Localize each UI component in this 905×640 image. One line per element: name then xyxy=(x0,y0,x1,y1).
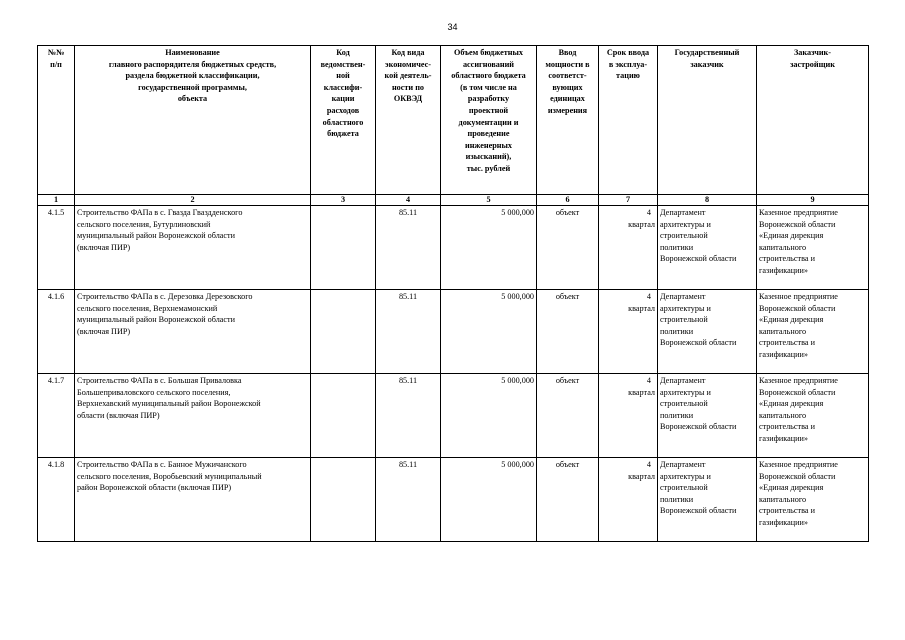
table-row xyxy=(38,458,869,542)
capacity-unit: объект xyxy=(537,458,599,542)
customer-developer-line: капитального xyxy=(759,326,807,336)
state-customer-line: строительной xyxy=(660,315,708,325)
column-number: 6 xyxy=(537,195,599,206)
object-name-line: муниципальный район Воронежской области xyxy=(77,231,236,241)
header-line: областного бюджета xyxy=(451,71,526,81)
header-line: Государственный xyxy=(674,48,740,57)
header-line: ведомствен- xyxy=(320,59,366,69)
header-line: областного xyxy=(322,117,364,127)
object-name-line: сельского поселения, Бутурлиновский xyxy=(77,219,211,229)
customer-developer-line: Казенное предприятие xyxy=(759,376,838,385)
state-customer-line: строительной xyxy=(660,483,708,493)
object-name-line: Строительство ФАПа в с. Большая Приваловка xyxy=(77,376,242,385)
header-line: вующих xyxy=(552,82,583,92)
header-line: Ввод xyxy=(558,48,577,57)
budget-table xyxy=(37,45,869,542)
header-line: единицах xyxy=(550,94,585,104)
state-customer xyxy=(658,458,757,542)
commissioning-term xyxy=(599,374,658,458)
header-line: (в том числе на xyxy=(460,82,517,92)
state-customer-line: строительной xyxy=(660,231,708,241)
col-customer-header xyxy=(658,46,757,195)
customer-developer-line: газификации» xyxy=(759,349,809,359)
customer-developer-line: капитального xyxy=(759,410,807,420)
header-line: изысканий), xyxy=(465,152,512,162)
object-name-line: Строительство ФАПа в с. Банное Мужичанского xyxy=(77,460,247,469)
capacity-unit: объект xyxy=(537,290,599,374)
header-line: кой деятель- xyxy=(384,71,432,81)
state-customer-line: политики xyxy=(660,494,694,504)
okved-code: 85.11 xyxy=(376,290,441,374)
customer-developer-line: Казенное предприятие xyxy=(759,208,838,217)
header-line: проектной xyxy=(468,105,509,115)
term-quarter-label: квартал xyxy=(628,303,655,313)
customer-developer-line: Воронежской области xyxy=(759,303,836,313)
customer-developer-line: «Единая дирекция xyxy=(759,315,824,325)
term-quarter-label: квартал xyxy=(628,387,655,397)
term-quarter-number: 4 xyxy=(646,292,651,301)
table-body xyxy=(38,206,869,542)
commissioning-term xyxy=(599,290,658,374)
table-header xyxy=(38,46,869,206)
state-customer-line: Департамент xyxy=(660,292,706,301)
customer-developer-line: газификации» xyxy=(759,433,809,443)
col-okved-header xyxy=(376,46,441,195)
column-number: 1 xyxy=(38,195,75,206)
row-number: 4.1.7 xyxy=(38,374,75,458)
dept-code xyxy=(311,290,376,374)
header-line: раздела бюджетной классификации, xyxy=(125,71,260,81)
header-line: кации xyxy=(331,94,355,104)
state-customer xyxy=(658,374,757,458)
state-customer-line: политики xyxy=(660,410,694,420)
state-customer-line: Воронежской области xyxy=(660,338,737,348)
state-customer-line: Воронежской области xyxy=(660,254,737,264)
state-customer xyxy=(658,290,757,374)
customer-developer-line: «Единая дирекция xyxy=(759,231,824,241)
header-line: документации и xyxy=(458,117,519,127)
term-quarter-label: квартал xyxy=(628,219,655,229)
dept-code xyxy=(311,374,376,458)
object-name-line: (включая ПИР) xyxy=(77,242,131,252)
customer-developer-line: строительства и xyxy=(759,422,815,432)
customer-developer-line: капитального xyxy=(759,494,807,504)
header-line: заказчик xyxy=(690,59,724,69)
column-number: 8 xyxy=(658,195,757,206)
header-line: Код xyxy=(336,48,350,57)
term-quarter-number: 4 xyxy=(646,376,651,385)
object-name-line: Строительство ФАПа в с. Дерезовка Дерезовского xyxy=(77,292,253,301)
header-line: застройщик xyxy=(790,59,835,69)
header-line: соответст- xyxy=(548,71,587,81)
col-dept-code-header xyxy=(311,46,376,195)
object-name-line: сельского поселения, Верхнемамонский xyxy=(77,303,218,313)
budget-amount: 5 000,000 xyxy=(441,206,537,290)
object-name-line: области (включая ПИР) xyxy=(77,410,160,420)
header-line: ной xyxy=(336,71,350,81)
customer-developer-line: газификации» xyxy=(759,517,809,527)
row-number: 4.1.5 xyxy=(38,206,75,290)
column-number: 7 xyxy=(599,195,658,206)
state-customer-line: политики xyxy=(660,242,694,252)
customer-developer xyxy=(757,374,869,458)
customer-developer xyxy=(757,206,869,290)
col-amount-header xyxy=(441,46,537,195)
column-number: 9 xyxy=(757,195,869,206)
state-customer-line: политики xyxy=(660,326,694,336)
header-line: Наименование xyxy=(165,48,220,57)
state-customer-line: Воронежской области xyxy=(660,422,737,432)
customer-developer-line: Казенное предприятие xyxy=(759,460,838,469)
object-name-line: Строительство ФАПа в с. Гвазда Гваздденского xyxy=(77,208,243,217)
okved-code: 85.11 xyxy=(376,458,441,542)
table-row xyxy=(38,374,869,458)
header-line: главного распорядителя бюджетных средств, xyxy=(108,59,277,69)
state-customer-line: Воронежской области xyxy=(660,506,737,516)
customer-developer-line: газификации» xyxy=(759,265,809,275)
header-line: Заказчик- xyxy=(793,48,831,57)
budget-amount: 5 000,000 xyxy=(441,290,537,374)
col-developer-header xyxy=(757,46,869,195)
object-name xyxy=(75,206,311,290)
header-line: разработку xyxy=(467,94,510,104)
header-line: Объем бюджетных xyxy=(453,48,523,57)
customer-developer xyxy=(757,458,869,542)
header-line: Срок ввода xyxy=(606,48,650,57)
capacity-unit: объект xyxy=(537,206,599,290)
column-number: 5 xyxy=(441,195,537,206)
state-customer-line: строительной xyxy=(660,399,708,409)
object-name-line: (включая ПИР) xyxy=(77,326,131,336)
budget-amount: 5 000,000 xyxy=(441,458,537,542)
term-quarter-label: квартал xyxy=(628,471,655,481)
header-line: в эксплуа- xyxy=(608,59,648,69)
commissioning-term xyxy=(599,458,658,542)
customer-developer-line: «Единая дирекция xyxy=(759,483,824,493)
header-line: измерения xyxy=(547,105,588,115)
object-name xyxy=(75,290,311,374)
column-number: 4 xyxy=(376,195,441,206)
dept-code xyxy=(311,458,376,542)
customer-developer-line: Воронежской области xyxy=(759,387,836,397)
state-customer-line: Департамент xyxy=(660,208,706,217)
customer-developer xyxy=(757,290,869,374)
page-number: 34 xyxy=(447,22,458,32)
object-name xyxy=(75,374,311,458)
col-name-header xyxy=(75,46,311,195)
commissioning-term xyxy=(599,206,658,290)
state-customer-line: архитектуры и xyxy=(660,387,711,397)
customer-developer-line: строительства и xyxy=(759,254,815,264)
header-line: государственной программы, xyxy=(138,82,247,92)
state-customer-line: архитектуры и xyxy=(660,219,711,229)
object-name-line: Верхнехавский муниципальный район Воронежской xyxy=(77,399,261,409)
object-name-line: сельского поселения, Воробьевский муниципальный xyxy=(77,471,262,481)
dept-code xyxy=(311,206,376,290)
customer-developer-line: «Единая дирекция xyxy=(759,399,824,409)
column-number-row xyxy=(38,195,869,206)
col-num-header xyxy=(38,46,75,195)
state-customer-line: архитектуры и xyxy=(660,471,711,481)
table-row xyxy=(38,206,869,290)
object-name-line: район Воронежской области (включая ПИР) xyxy=(77,483,232,493)
state-customer-line: Департамент xyxy=(660,376,706,385)
state-customer-line: Департамент xyxy=(660,460,706,469)
column-number: 2 xyxy=(75,195,311,206)
customer-developer-line: Воронежской области xyxy=(759,219,836,229)
header-line: ОКВЭД xyxy=(393,94,423,104)
column-number: 3 xyxy=(311,195,376,206)
header-line: экономичес- xyxy=(385,59,431,69)
okved-code: 85.11 xyxy=(376,206,441,290)
row-number: 4.1.8 xyxy=(38,458,75,542)
header-line: мощности в xyxy=(545,59,590,69)
okved-code: 85.11 xyxy=(376,374,441,458)
customer-developer-line: капитального xyxy=(759,242,807,252)
header-line: п/п xyxy=(50,59,62,69)
capacity-unit: объект xyxy=(537,374,599,458)
customer-developer-line: Воронежской области xyxy=(759,471,836,481)
col-unit-header xyxy=(537,46,599,195)
header-line: расходов xyxy=(326,105,360,115)
customer-developer-line: строительства и xyxy=(759,338,815,348)
budget-amount: 5 000,000 xyxy=(441,374,537,458)
header-line: инженерных xyxy=(464,140,512,150)
header-line: №№ xyxy=(47,48,65,57)
table-row xyxy=(38,290,869,374)
header-line: тыс. рублей xyxy=(466,163,511,173)
header-line: Код вида xyxy=(391,48,425,57)
customer-developer-line: Казенное предприятие xyxy=(759,292,838,301)
header-line: тацию xyxy=(616,71,640,81)
header-line: бюджета xyxy=(327,129,359,139)
row-number: 4.1.6 xyxy=(38,290,75,374)
header-line: ассигнований xyxy=(462,59,515,69)
header-row xyxy=(38,46,869,195)
state-customer-line: архитектуры и xyxy=(660,303,711,313)
object-name-line: Большеприваловского сельского поселения, xyxy=(77,387,231,397)
state-customer xyxy=(658,206,757,290)
header-line: ности по xyxy=(391,82,425,92)
header-line: проведение xyxy=(467,129,510,139)
term-quarter-number: 4 xyxy=(646,208,651,217)
customer-developer-line: строительства и xyxy=(759,506,815,516)
term-quarter-number: 4 xyxy=(646,460,651,469)
col-term-header xyxy=(599,46,658,195)
object-name-line: муниципальный район Воронежской области xyxy=(77,315,236,325)
header-line: классифи- xyxy=(323,82,363,92)
header-line: объекта xyxy=(177,94,208,104)
object-name xyxy=(75,458,311,542)
